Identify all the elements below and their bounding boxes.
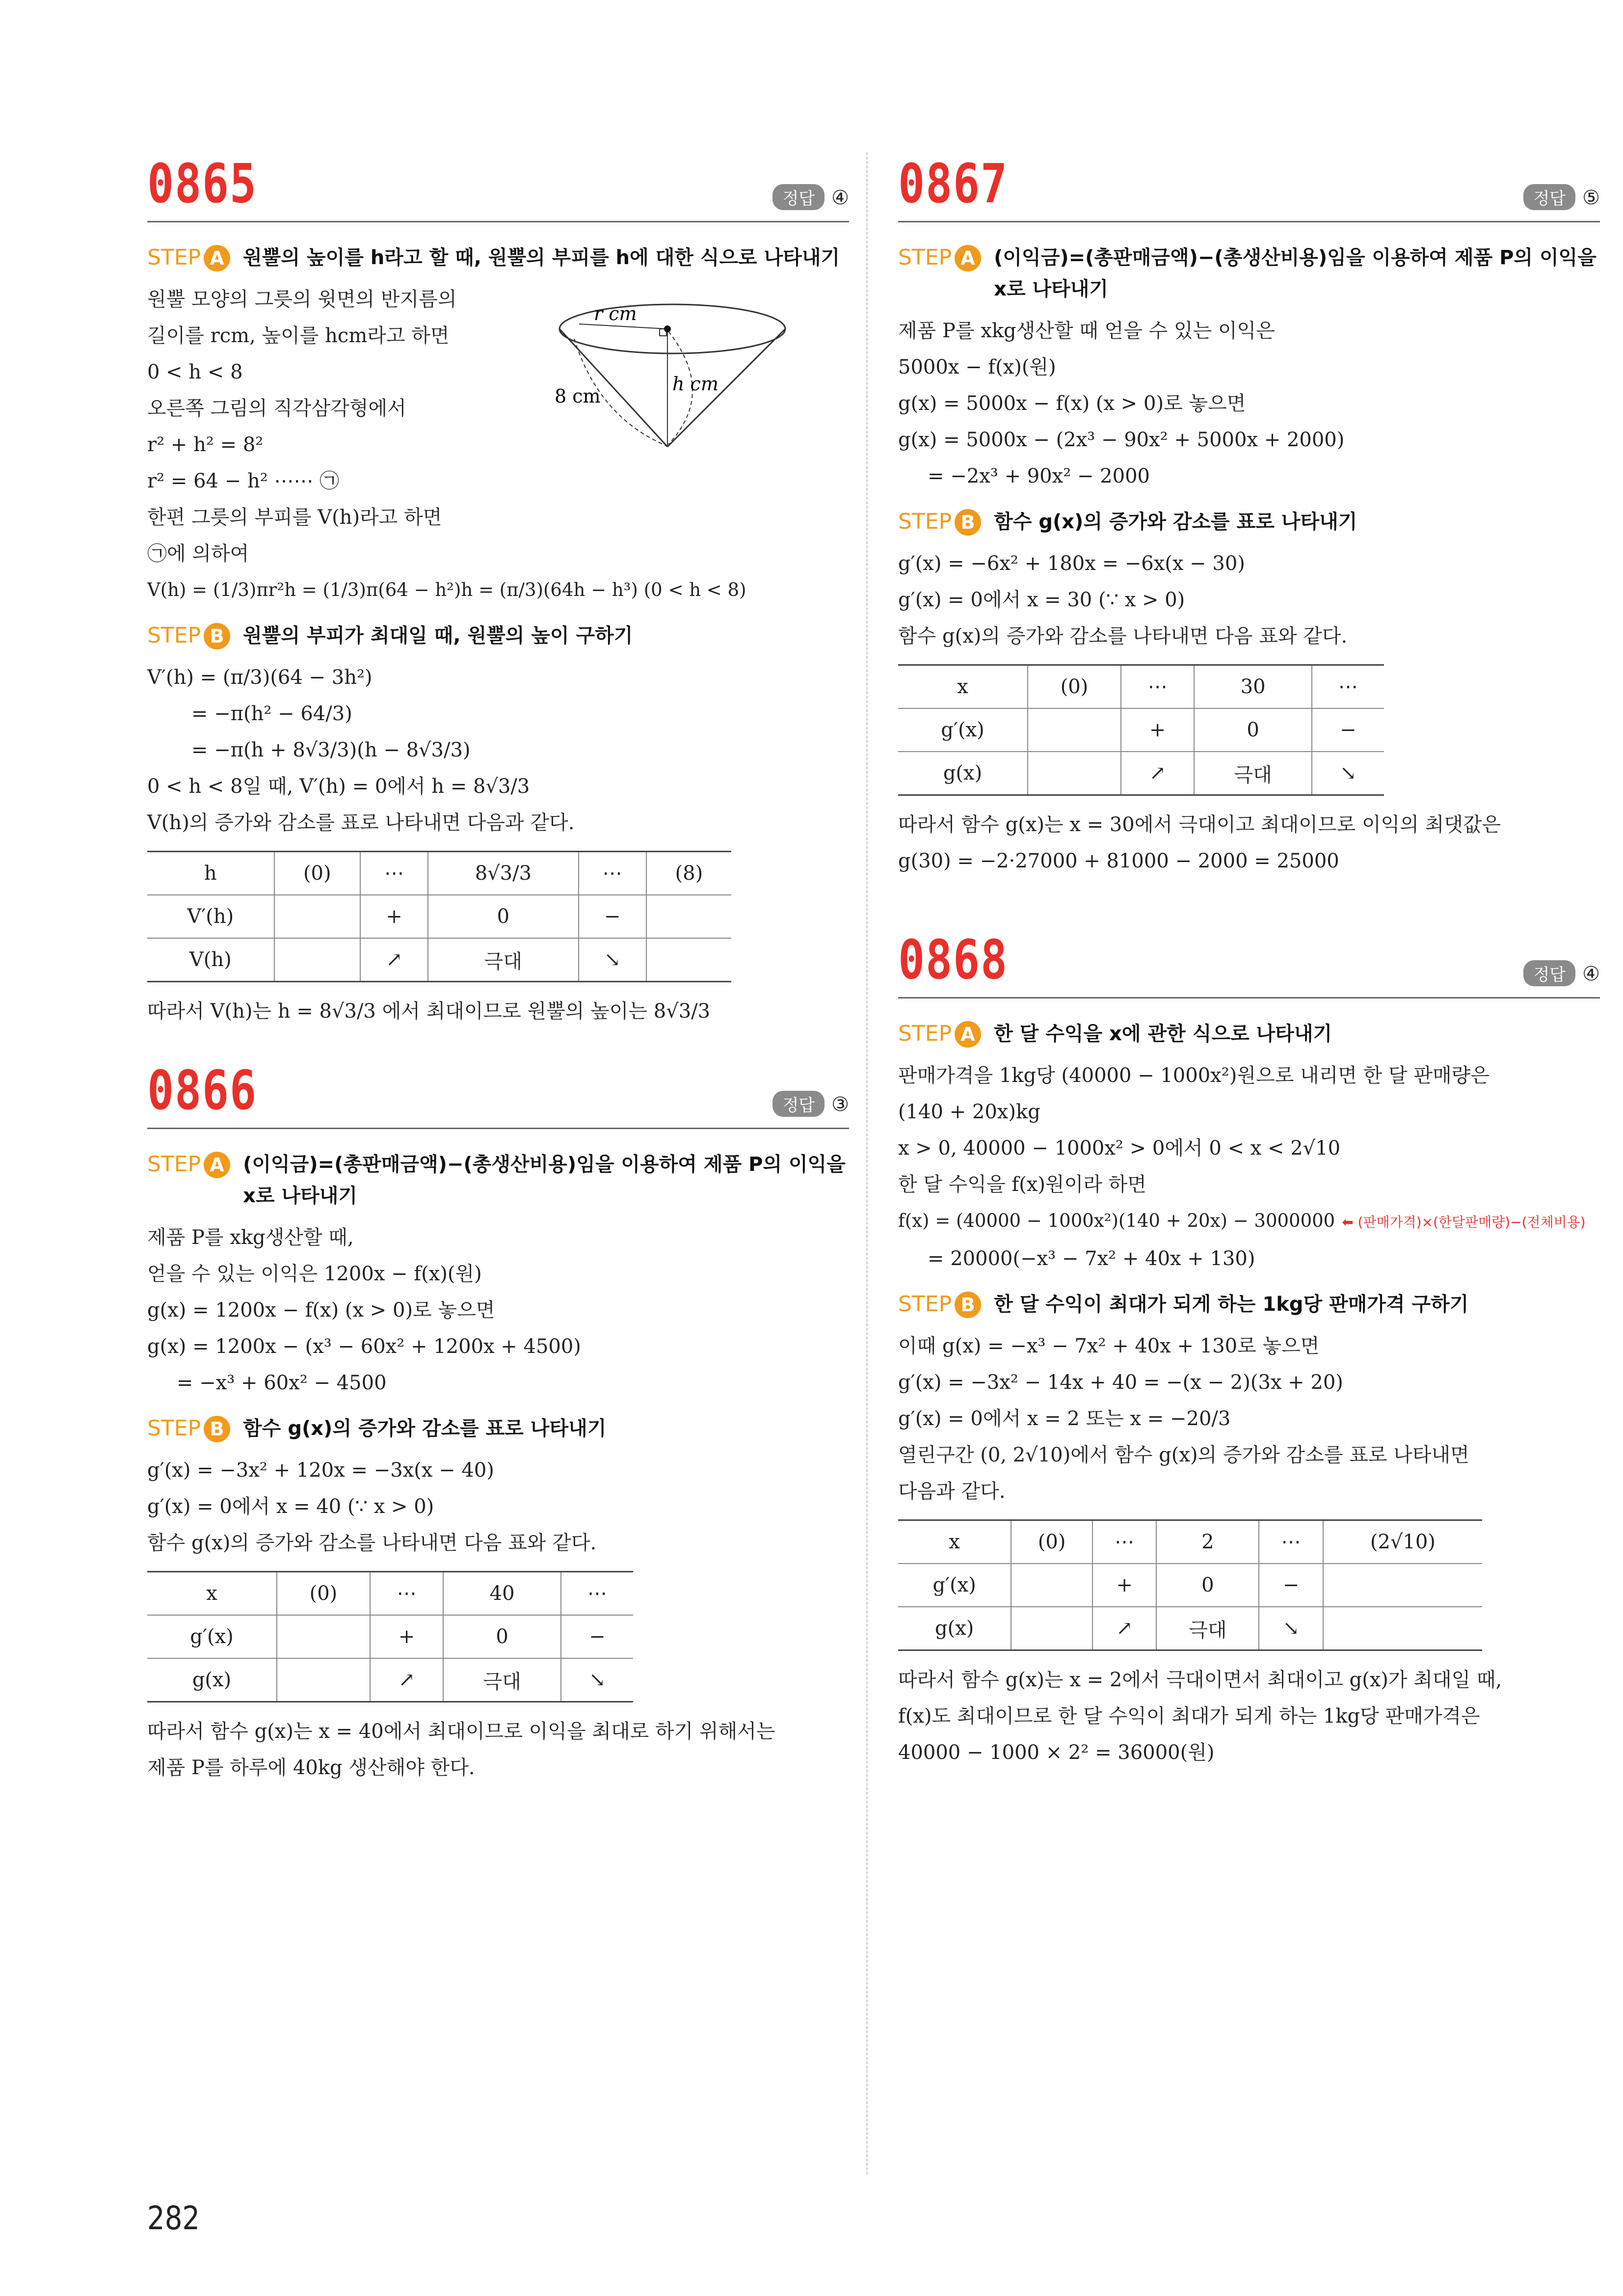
step-letter: A [204, 1152, 230, 1178]
table-cell: 2 [1156, 1520, 1259, 1564]
table-cell: 0 [1156, 1564, 1259, 1607]
table-cell: − [1259, 1564, 1323, 1607]
step-title: 원뿔의 부피가 최대일 때, 원뿔의 높이 구하기 [243, 624, 633, 647]
text-line: 함수 g(x)의 증가와 감소를 나타내면 다음 표와 같다. [898, 625, 1348, 648]
table-cell: g(x) [898, 752, 1028, 795]
table-cell: ⋯ [1092, 1520, 1156, 1564]
table-cell: − [579, 895, 646, 938]
table-cell [1323, 1564, 1482, 1607]
table-cell [646, 895, 731, 938]
math-line: V′(h) = (π/3)(64 − 3h²) [147, 666, 372, 689]
table-cell: (0) [1011, 1520, 1092, 1564]
answer [1523, 960, 1600, 986]
table-cell: ↗ [360, 938, 428, 982]
math-line: r² = 64 − h² ⋯⋯ ㉠ [147, 470, 340, 492]
table-cell: x [147, 1572, 277, 1616]
table-cell [1011, 1607, 1092, 1650]
text-line: 얻을 수 있는 이익은 1200x − f(x)(원) [147, 1263, 482, 1285]
slant-label: 8 cm [555, 385, 601, 407]
step-b [147, 620, 849, 651]
table-cell: 극대 [443, 1658, 560, 1702]
table-cell: ↘ [561, 1658, 633, 1702]
problem-number: 0868 [898, 928, 1008, 991]
conclusion: 따라서 V(h)는 h = 8√3/3 에서 최대이므로 원뿔의 높이는 8√3/3 [147, 1000, 711, 1023]
table-cell: g(x) [898, 1607, 1011, 1650]
text-line: 오른쪽 그림의 직각삼각형에서 [147, 397, 406, 420]
table-cell: (0) [1028, 665, 1121, 709]
height-label: h cm [672, 373, 718, 395]
math-line: g(x) = 5000x − f(x) (x > 0)로 놓으면 [898, 392, 1246, 415]
table-cell: 0 [1194, 708, 1311, 752]
table-cell: 극대 [428, 938, 578, 982]
page-number: 282 [147, 2199, 200, 2237]
table-cell: ⋯ [1312, 665, 1384, 709]
table-cell: V′(h) [147, 895, 274, 938]
answer-badge: 정답 [772, 184, 825, 210]
math-line [898, 1203, 1600, 1241]
table-cell: 극대 [1156, 1607, 1259, 1650]
table-cell: (0) [277, 1572, 370, 1616]
column-divider [866, 152, 868, 2175]
answer-value: ④ [831, 187, 849, 209]
table-cell: g′(x) [898, 708, 1028, 752]
table-cell: ↗ [370, 1658, 444, 1702]
table-cell: ⋯ [370, 1572, 444, 1616]
math-line: = 20000(−x³ − 7x² + 40x + 130) [928, 1247, 1255, 1270]
step-b [898, 506, 1600, 538]
math-line: g(x) = 5000x − (2x³ − 90x² + 5000x + 2000) [898, 429, 1345, 451]
conclusion: g(30) = −2·27000 + 81000 − 2000 = 25000 [898, 850, 1339, 872]
table-cell [1323, 1607, 1482, 1650]
table-cell: − [1312, 708, 1384, 752]
step-letter: A [955, 1021, 981, 1048]
step-letter: A [955, 245, 981, 271]
step-tag: STEP A [898, 1018, 981, 1050]
step-b [898, 1289, 1600, 1320]
table-cell [274, 895, 360, 938]
step-tag: STEP B [147, 620, 230, 651]
variation-table [147, 1571, 633, 1702]
table-cell [274, 938, 360, 982]
table-cell: g(x) [147, 1658, 277, 1702]
table-cell: g′(x) [147, 1615, 277, 1658]
table-cell: 8√3/3 [428, 852, 578, 895]
step-tag: STEP A [147, 242, 230, 273]
text-line: 제품 P를 xkg생산할 때 얻을 수 있는 이익은 [898, 320, 1275, 342]
problem-header [147, 1054, 849, 1129]
step-title: 원뿔의 높이를 h라고 할 때, 원뿔의 부피를 h에 대한 식으로 나타내기 [243, 246, 840, 269]
text-line: 함수 g(x)의 증가와 감소를 나타내면 다음 표와 같다. [147, 1532, 597, 1554]
math-line: g′(x) = −3x² + 120x = −3x(x − 40) [147, 1459, 494, 1482]
table-cell: 극대 [1194, 752, 1311, 795]
text-line: 원뿔 모양의 그릇의 윗면의 반지름의 [147, 288, 457, 311]
step-a [147, 242, 849, 273]
step-a [147, 1149, 849, 1212]
table-cell: + [1121, 708, 1195, 752]
right-column [898, 147, 1600, 1771]
table-cell: x [898, 665, 1028, 709]
text-line: 열린구간 (0, 2√10)에서 함수 g(x)의 증가와 감소를 표로 나타내면 [898, 1444, 1469, 1466]
table-cell [1028, 708, 1121, 752]
table-cell: (0) [274, 852, 360, 895]
variation-table [898, 1519, 1482, 1651]
answer [772, 184, 849, 210]
table-cell: ⋯ [1259, 1520, 1323, 1564]
problem-0866 [147, 1054, 849, 1786]
problem-number: 0867 [898, 152, 1008, 215]
table-cell: ↘ [1312, 752, 1384, 795]
step-a [898, 242, 1600, 305]
text-line: 한편 그릇의 부피를 V(h)라고 하면 [147, 506, 442, 529]
table-cell: ⋯ [360, 852, 428, 895]
text-line: 0 < h < 8 [147, 361, 243, 383]
text-line: 길이를 rcm, 높이를 hcm라고 하면 [147, 324, 450, 347]
step-tag: STEP B [898, 506, 981, 538]
table-cell [646, 938, 731, 982]
answer-badge: 정답 [1523, 960, 1575, 986]
table-cell: ⋯ [1121, 665, 1195, 709]
problem-header [898, 147, 1600, 222]
step-title: 한 달 수익을 x에 관한 식으로 나타내기 [994, 1023, 1332, 1045]
radius-label: r cm [594, 303, 637, 324]
table-cell: ↘ [1259, 1607, 1323, 1650]
table-cell: + [370, 1615, 444, 1658]
table-cell: g′(x) [898, 1564, 1011, 1607]
step-tag: STEP A [147, 1149, 230, 1180]
table-cell: 30 [1194, 665, 1311, 709]
text-line: 다음과 같다. [898, 1480, 1006, 1503]
step-letter: B [204, 1416, 230, 1442]
step-tag: STEP B [898, 1289, 981, 1320]
step-title: (이익금)=(총판매금액)−(총생산비용)임을 이용하여 제품 P의 이익을 x로 나타내기 [994, 246, 1596, 300]
answer-value: ④ [1582, 963, 1600, 985]
cone-figure [555, 295, 800, 452]
table-cell: (8) [646, 852, 731, 895]
table-cell: ↗ [1092, 1607, 1156, 1650]
math-line: g′(x) = −6x² + 180x = −6x(x − 30) [898, 552, 1245, 575]
math-line: g′(x) = 0에서 x = 40 (∵ x > 0) [147, 1495, 434, 1518]
problem-0868 [898, 923, 1600, 1771]
math-line: g(x) = 1200x − f(x) (x > 0)로 놓으면 [147, 1299, 495, 1322]
table-cell: 0 [428, 895, 578, 938]
math-line: (140 + 20x)kg [898, 1101, 1040, 1123]
side-note: ⬅ (판매가격)×(한달판매량)−(전체비용) [1342, 1214, 1586, 1230]
math-line: 이때 g(x) = −x³ − 7x² + 40x + 130로 놓으면 [898, 1335, 1320, 1357]
problem-0865 [147, 147, 849, 1029]
variation-table [898, 664, 1384, 796]
table-cell: x [898, 1520, 1011, 1564]
text-line: 0 < h < 8일 때, V′(h) = 0에서 h = 8√3/3 [147, 775, 530, 798]
table-cell: ↘ [579, 938, 646, 982]
math-line: g′(x) = 0에서 x = 2 또는 x = −20/3 [898, 1407, 1231, 1430]
text-line: 한 달 수익을 f(x)원이라 하면 [898, 1173, 1146, 1196]
table-cell: ⋯ [579, 852, 646, 895]
table-cell: 40 [443, 1572, 560, 1616]
conclusion: 따라서 함수 g(x)는 x = 30에서 극대이고 최대이므로 이익의 최댓값은 [898, 813, 1501, 836]
table-cell: V(h) [147, 938, 274, 982]
step-letter: B [204, 623, 230, 649]
math-line: = −x³ + 60x² − 4500 [177, 1372, 387, 1394]
math-line: = −π(h² − 64/3) [191, 702, 352, 725]
math-line: g′(x) = −3x² − 14x + 40 = −(x − 2)(3x + 20) [898, 1371, 1343, 1394]
answer-value: ③ [831, 1093, 849, 1116]
text-line: 제품 P를 xkg생산할 때, [147, 1226, 354, 1249]
math-line: x > 0, 40000 − 1000x² > 0에서 0 < x < 2√10 [898, 1137, 1341, 1160]
variation-table [147, 851, 731, 982]
text-line: 판매가격을 1kg당 (40000 − 1000x²)원으로 내리면 한 달 판매량은 [898, 1064, 1490, 1087]
table-cell [277, 1658, 370, 1702]
table-cell [1028, 752, 1121, 795]
problem-header [147, 147, 849, 222]
answer-value: ⑤ [1582, 187, 1600, 209]
math-line: g(x) = 1200x − (x³ − 60x² + 1200x + 4500) [147, 1335, 581, 1358]
step-letter: A [204, 245, 230, 271]
conclusion: 제품 P를 하루에 40kg 생산해야 한다. [147, 1756, 475, 1779]
step-a [898, 1018, 1600, 1050]
math-line: = −2x³ + 90x² − 2000 [928, 465, 1150, 487]
math-line: V(h) = (1/3)πr²h = (1/3)π(64 − h²)h = (π/3)(64h − h³) (0 < h < 8) [147, 579, 746, 600]
table-cell: + [1092, 1564, 1156, 1607]
step-letter: B [955, 1292, 981, 1318]
table-cell: 0 [443, 1615, 560, 1658]
table-cell: (2√10) [1323, 1520, 1482, 1564]
step-title: (이익금)=(총판매금액)−(총생산비용)임을 이용하여 제품 P의 이익을 x로 나타내기 [243, 1153, 846, 1207]
problem-number: 0866 [147, 1059, 257, 1122]
problem-number: 0865 [147, 152, 257, 215]
table-cell: h [147, 852, 274, 895]
answer-badge: 정답 [772, 1091, 825, 1117]
step-tag: STEP B [147, 1413, 230, 1444]
table-cell: + [360, 895, 428, 938]
math-text: f(x) = (40000 − 1000x²)(140 + 20x) − 3000000 [898, 1210, 1335, 1231]
step-title: 한 달 수익이 최대가 되게 하는 1kg당 판매가격 구하기 [994, 1293, 1469, 1316]
conclusion: 40000 − 1000 × 2² = 36000(원) [898, 1741, 1215, 1764]
problem-0867 [898, 147, 1600, 879]
step-b [147, 1413, 849, 1444]
table-cell [277, 1615, 370, 1658]
conclusion: f(x)도 최대이므로 한 달 수익이 최대가 되게 하는 1kg당 판매가격은 [898, 1705, 1480, 1728]
problem-header [898, 923, 1600, 999]
step-letter: B [955, 509, 981, 536]
math-line: g′(x) = 0에서 x = 30 (∵ x > 0) [898, 589, 1185, 611]
table-cell: ↗ [1121, 752, 1195, 795]
answer-badge: 정답 [1523, 184, 1575, 210]
step-tag: STEP A [898, 242, 981, 273]
step-title: 함수 g(x)의 증가와 감소를 표로 나타내기 [994, 511, 1357, 533]
math-line: r² + h² = 8² [147, 433, 264, 456]
table-cell: − [561, 1615, 633, 1658]
conclusion: 따라서 함수 g(x)는 x = 40에서 최대이므로 이익을 최대로 하기 위해서는 [147, 1720, 775, 1743]
text-line: V(h)의 증가와 감소를 표로 나타내면 다음과 같다. [147, 811, 575, 834]
table-cell: ⋯ [561, 1572, 633, 1616]
answer [1523, 184, 1600, 210]
answer [772, 1091, 849, 1117]
step-title: 함수 g(x)의 증가와 감소를 표로 나타내기 [243, 1417, 607, 1440]
table-cell [1011, 1564, 1092, 1607]
math-line: = −π(h + 8√3/3)(h − 8√3/3) [191, 739, 471, 761]
conclusion: 따라서 함수 g(x)는 x = 2에서 극대이면서 최대이고 g(x)가 최대일 때, [898, 1669, 1502, 1691]
text-line: ㉠에 의하여 [147, 542, 249, 565]
math-line: 5000x − f(x)(원) [898, 356, 1056, 378]
left-column [147, 147, 849, 1786]
